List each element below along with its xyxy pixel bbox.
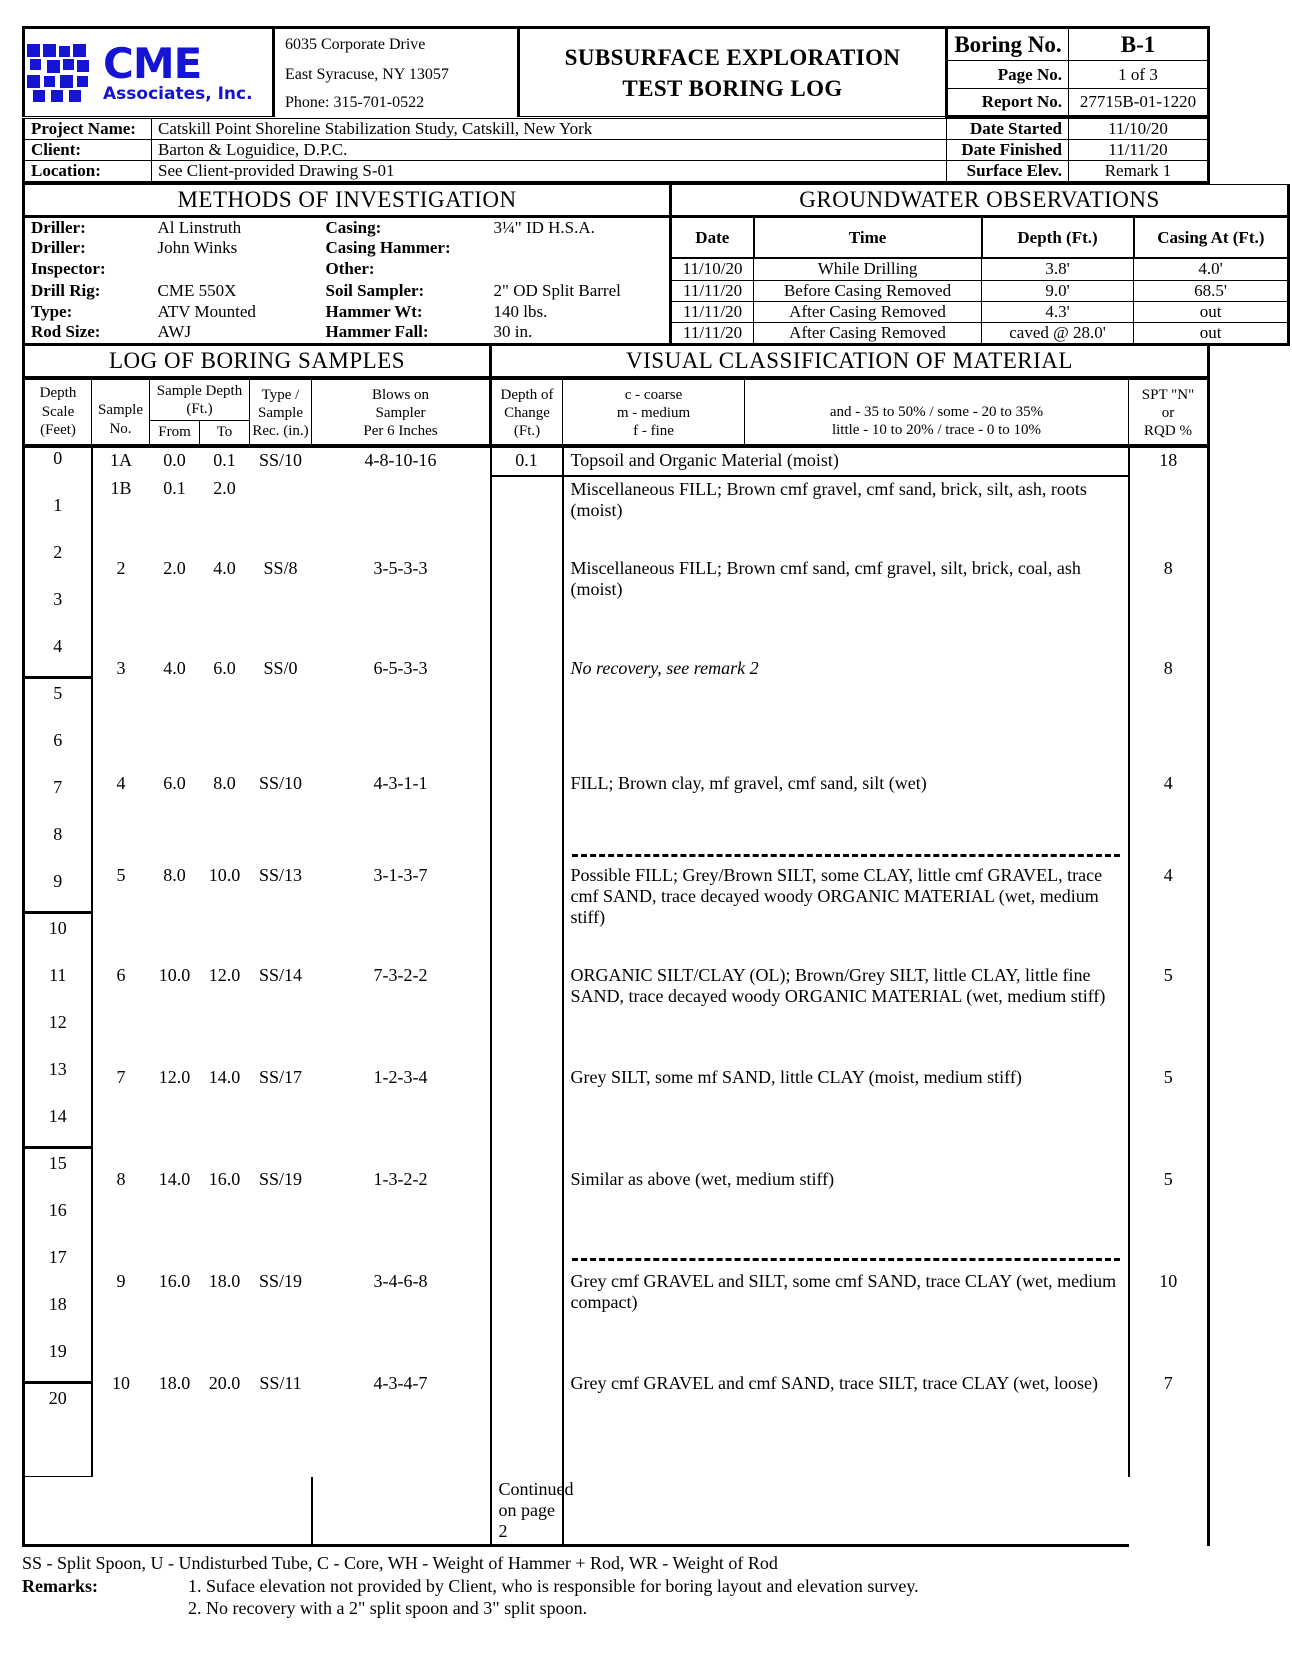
gw-row3-date: 11/11/20 <box>671 301 754 322</box>
sample-gap-5 <box>92 889 491 963</box>
header-depth-scale-l2: Scale <box>41 403 75 420</box>
description-grey-silt: Grey SILT, some mf SAND, little CLAY (moist, medium stiff) <box>563 1065 1129 1091</box>
sample-to-1B: 2.0 <box>213 477 236 498</box>
description-grey-gravel-silt: Grey cmf GRAVEL and SILT, some cmf SAND, trace CLAY (wet, medium compact) <box>563 1269 1129 1371</box>
surface-elev-value: Remark 1 <box>1069 161 1209 183</box>
continued-note: Continued on page 2 <box>491 1477 563 1546</box>
other-value <box>488 258 671 280</box>
hammer-fall-value: 30 in. <box>488 322 671 344</box>
strata-dash-1 <box>572 854 1120 857</box>
spt-blank-10 <box>1129 1397 1209 1477</box>
header-spt-n <box>1129 379 1209 444</box>
groundwater-banner: GROUNDWATER OBSERVATIONS <box>671 185 1289 217</box>
sample-type-2: SS/8 <box>263 557 298 578</box>
header-doc-l2: Change <box>504 405 550 422</box>
gw-row2-date: 11/11/20 <box>671 280 754 301</box>
sample-blows-1B <box>312 476 491 504</box>
header-sample-depth-units: (Ft.) <box>150 400 250 421</box>
doc-blank-17 <box>491 1269 563 1295</box>
sample-gap-11 <box>24 1477 312 1546</box>
header-blows-l2: Sampler <box>375 405 426 422</box>
sample-blows-1A: 4-8-10-16 <box>312 446 491 476</box>
gw-row4-date: 11/11/20 <box>671 322 754 344</box>
spt-n-1: 18 <box>1129 446 1209 504</box>
depth-tick-15 <box>25 1146 91 1149</box>
spt-n-7: 5 <box>1129 1065 1209 1091</box>
sample-type-3: SS/0 <box>263 657 298 678</box>
depth-mark-12: 12 <box>48 1011 67 1032</box>
company-logo-cell <box>24 28 274 117</box>
sample-gap-2 <box>92 582 491 656</box>
depth-mark-11: 11 <box>49 964 67 985</box>
header-depth-of-change <box>491 379 563 444</box>
description-fill-3: FILL; Brown clay, mf gravel, cmf sand, silt (wet) <box>563 771 1129 797</box>
sample-no-7: 7 <box>116 1066 126 1087</box>
document-title <box>519 28 947 117</box>
doc-blank-3 <box>491 556 563 582</box>
doc-blank-8 <box>491 797 563 863</box>
description-grey-gravel-sand: Grey cmf GRAVEL and cmf SAND, trace SILT, trace CLAY (wet, loose) <box>563 1371 1129 1397</box>
sample-no-3: 3 <box>116 657 126 678</box>
gw-header-time: Time <box>754 217 982 259</box>
doc-blank-16 <box>491 1193 563 1269</box>
header-sample-no <box>92 379 150 444</box>
sample-blows-9: 3-4-6-8 <box>312 1269 491 1295</box>
gw-row4-casing: out <box>1134 322 1289 344</box>
gw-row3-casing: out <box>1134 301 1289 322</box>
spt-n-5: 4 <box>1129 863 1209 889</box>
sample-no-1A: 1A <box>110 449 132 470</box>
header-percent-legend <box>745 379 1129 444</box>
description-fill-2: Miscellaneous FILL; Brown cmf sand, cmf gravel, silt, brick, coal, ash (moist) <box>563 556 1129 656</box>
sample-type-5: SS/13 <box>258 864 303 885</box>
company-address-line3: Phone: 315-701-0522 <box>285 93 425 111</box>
report-no-label: Report No. <box>947 89 1069 117</box>
depth-mark-14: 14 <box>48 1105 67 1126</box>
sample-to-6: 12.0 <box>208 964 241 985</box>
sample-type-1B <box>250 476 312 504</box>
header-sample-l1: Sample <box>98 402 143 419</box>
sample-to-9: 18.0 <box>208 1270 241 1291</box>
log-banner-row <box>22 346 1210 379</box>
sample-from-5: 8.0 <box>163 864 186 885</box>
strata-divider-1 <box>563 797 1129 863</box>
sample-type-7: SS/17 <box>258 1066 303 1087</box>
soil-sampler-label: Soil Sampler: <box>325 280 425 300</box>
doc-blank-11 <box>491 963 563 989</box>
hammer-wt-label: Hammer Wt: <box>325 301 423 321</box>
boring-log-page <box>22 26 1265 1619</box>
description-no-recovery: No recovery, see remark 2 <box>563 656 1129 682</box>
header-block <box>22 26 1210 118</box>
gw-row1-casing: 4.0' <box>1134 258 1289 280</box>
sample-type-10: SS/11 <box>259 1372 302 1393</box>
sample-no-2: 2 <box>116 557 126 578</box>
sample-blows-2: 3-5-3-3 <box>312 556 491 582</box>
gw-row1-date: 11/10/20 <box>671 258 754 280</box>
page-no-label: Page No. <box>947 61 1069 89</box>
sample-gap-3 <box>92 682 491 771</box>
desc-blank-2 <box>563 1091 1129 1167</box>
header-spt-l1: SPT "N" <box>1141 386 1195 403</box>
client-label: Client: <box>24 140 152 161</box>
depth-tick-10 <box>25 911 91 914</box>
spt-n-6: 5 <box>1129 963 1209 989</box>
sample-to-5: 10.0 <box>208 864 241 885</box>
date-finished-label: Date Finished <box>947 140 1069 161</box>
gw-row1-depth: 3.8' <box>982 258 1134 280</box>
driller2-value: John Winks <box>157 238 238 258</box>
date-started-label: Date Started <box>947 119 1069 140</box>
gw-row2-casing: 68.5' <box>1134 280 1289 301</box>
report-no-value: 27715B-01-1220 <box>1069 89 1209 117</box>
casing-label: Casing: <box>325 218 382 238</box>
gw-row2-time: Before Casing Removed <box>754 280 982 301</box>
company-subname: Associates, Inc. <box>103 83 253 104</box>
doc-blank-5 <box>491 656 563 682</box>
doc-blank-6 <box>491 682 563 771</box>
gw-row4-depth: caved @ 28.0' <box>982 322 1134 344</box>
header-type-sample <box>250 379 312 444</box>
depth-mark-18: 18 <box>48 1293 67 1314</box>
sample-blows-3: 6-5-3-3 <box>312 656 491 682</box>
header-sample-l2: No. <box>109 420 132 437</box>
header-spt-l2: or <box>1161 405 1175 422</box>
strata-dash-2 <box>572 1258 1120 1261</box>
sample-from-9: 16.0 <box>158 1270 191 1291</box>
gw-header-depth: Depth (Ft.) <box>982 217 1134 259</box>
casing-hammer-value <box>488 238 671 258</box>
header-depth-scale-l3: (Feet) <box>40 421 76 438</box>
sample-no-8: 8 <box>116 1168 126 1189</box>
sample-no-5: 5 <box>116 864 126 885</box>
document-title-line2: TEST BORING LOG <box>622 75 843 101</box>
depth-mark-5: 5 <box>53 682 63 703</box>
doc-blank-13 <box>491 1065 563 1091</box>
header-grain-legend <box>563 379 745 444</box>
doc-blank-12 <box>491 989 563 1065</box>
remark-1: 1. Suface elevation not provided by Client, who is responsible for boring layout and elevation survey. <box>188 1576 919 1597</box>
spt-blank-11 <box>563 1477 1129 1546</box>
description-organic-silt: ORGANIC SILT/CLAY (OL); Brown/Grey SILT, little CLAY, little fine SAND, trace decayed woody ORGANIC MATERIAL (wet, medium stiff) <box>563 963 1129 1065</box>
depth-mark-13: 13 <box>48 1058 67 1079</box>
hammer-fall-label: Hammer Fall: <box>320 322 488 344</box>
sample-no-1B: 1B <box>110 477 132 498</box>
header-doc-l3: (Ft.) <box>513 423 541 440</box>
remarks-block <box>22 1576 1207 1618</box>
depth-mark-19: 19 <box>48 1340 67 1361</box>
depth-mark-4: 4 <box>53 635 63 656</box>
spt-blank-1 <box>1129 504 1209 556</box>
sample-gap-1 <box>92 504 491 556</box>
spt-blank-9 <box>1129 1295 1209 1371</box>
doc-blank-19 <box>491 1371 563 1397</box>
remark-2: 2. No recovery with a 2" split spoon and 3" split spoon. <box>188 1597 588 1618</box>
header-depth-scale-l1: Depth <box>39 385 77 402</box>
company-name: CME <box>103 38 202 88</box>
gw-header-date: Date <box>671 217 754 259</box>
doc-blank-21 <box>312 1477 491 1546</box>
header-sample-depth-l1: Sample Depth <box>156 382 243 399</box>
header-legend-l3: f - fine <box>633 423 674 440</box>
depth-mark-9: 9 <box>53 870 63 891</box>
sample-type-1A: SS/10 <box>258 449 303 470</box>
spt-blank-8 <box>1129 1193 1209 1269</box>
sample-from-4: 6.0 <box>163 772 186 793</box>
sample-blows-10: 4-3-4-7 <box>312 1371 491 1397</box>
doc-blank-2 <box>491 504 563 556</box>
sample-from-2: 2.0 <box>163 557 186 578</box>
spt-n-3: 8 <box>1129 656 1209 682</box>
casing-value: 3¼" ID H.S.A. <box>488 217 671 239</box>
spt-blank-2 <box>1129 582 1209 656</box>
driller1-label: Driller: <box>31 218 86 238</box>
doc-blank-7 <box>491 771 563 797</box>
depth-of-change-0.1: 0.1 <box>491 446 563 476</box>
header-doc-l1: Depth of <box>500 386 554 403</box>
depth-mark-3: 3 <box>53 588 63 609</box>
soil-sampler-value: 2" OD Split Barrel <box>488 280 671 301</box>
remarks-spacer <box>22 1598 160 1619</box>
sampler-legend: SS - Split Spoon, U - Undisturbed Tube, C - Core, WH - Weight of Hammer + Rod, WR - Weight of Rod <box>22 1553 778 1574</box>
doc-blank-10 <box>491 889 563 963</box>
sample-from-8: 14.0 <box>158 1168 191 1189</box>
driller1-value: Al Linstruth <box>157 218 242 238</box>
header-depth-scale <box>24 379 92 444</box>
rod-size-label: Rod Size: <box>24 322 152 344</box>
header-blows <box>312 379 491 444</box>
header-blows-l3: Per 6 Inches <box>363 423 438 440</box>
gw-row2-depth: 9.0' <box>982 280 1134 301</box>
header-type-l1: Type / <box>261 386 300 403</box>
sample-from-6: 10.0 <box>158 964 191 985</box>
boring-no-value: B-1 <box>1069 28 1209 61</box>
sample-to-4: 8.0 <box>213 772 236 793</box>
header-from: From <box>150 421 200 444</box>
drill-rig-value: CME 550X <box>157 280 237 300</box>
header-type-l2: Sample <box>258 405 303 422</box>
header-sample-depth <box>150 379 250 400</box>
project-name-label: Project Name: <box>24 119 152 140</box>
inspector-label: Inspector: <box>31 259 106 279</box>
sample-type-8: SS/19 <box>258 1168 303 1189</box>
sample-to-10: 20.0 <box>208 1372 241 1393</box>
depth-mark-6: 6 <box>53 729 63 750</box>
spt-blank-6 <box>1129 989 1209 1065</box>
sample-blows-5: 3-1-3-7 <box>312 863 491 889</box>
sample-to-1A: 0.1 <box>213 449 236 470</box>
spt-blank-4 <box>1129 797 1209 863</box>
sample-from-7: 12.0 <box>158 1066 191 1087</box>
log-samples-banner: LOG OF BORING SAMPLES <box>24 346 491 378</box>
driller2-label: Driller: <box>31 238 86 258</box>
depth-scale-column <box>24 446 92 1477</box>
depth-tick-5 <box>25 676 91 679</box>
header-legend-l1: c - coarse <box>624 386 683 403</box>
project-name-value: Catskill Point Shoreline Stabilization Study, Catskill, New York <box>152 119 947 140</box>
surface-elev-label: Surface Elev. <box>947 161 1069 183</box>
sample-gap-6 <box>92 989 491 1065</box>
spt-n-2: 8 <box>1129 556 1209 582</box>
sample-blows-4: 4-3-1-1 <box>312 771 491 797</box>
log-column-headers <box>22 379 1210 445</box>
header-spt-l3: RQD % <box>1144 423 1192 440</box>
methods-banner: METHODS OF INVESTIGATION <box>24 185 671 217</box>
sample-no-9: 9 <box>116 1270 126 1291</box>
location-value: See Client-provided Drawing S-01 <box>152 161 947 183</box>
doc-blank-18 <box>491 1295 563 1371</box>
gw-row3-depth: 4.3' <box>982 301 1134 322</box>
depth-tick-20 <box>25 1381 91 1384</box>
sample-from-1A: 0.0 <box>163 449 186 470</box>
depth-mark-2: 2 <box>53 541 63 562</box>
description-possible-fill: Possible FILL; Grey/Brown SILT, some CLAY, little cmf GRAVEL, trace cmf SAND, trace decayed woody ORGANIC MATERIAL (wet, medium stiff) <box>563 863 1129 963</box>
description-similar-above: Similar as above (wet, medium stiff) <box>563 1167 1129 1193</box>
location-label: Location: <box>24 161 152 183</box>
gw-row1-time: While Drilling <box>754 258 982 280</box>
desc-blank-3 <box>563 1397 1129 1477</box>
inspector-value <box>152 258 320 280</box>
spt-n-10: 7 <box>1129 1371 1209 1397</box>
header-blows-l1: Blows on <box>371 386 430 403</box>
remarks-label: Remarks: <box>22 1576 98 1597</box>
gw-row3-time: After Casing Removed <box>754 301 982 322</box>
page-no-value: 1 of 3 <box>1069 61 1209 89</box>
boring-no-label: Boring No. <box>947 28 1069 61</box>
visual-classification-banner: VISUAL CLASSIFICATION OF MATERIAL <box>491 346 1209 378</box>
gw-header-casing: Casing At (Ft.) <box>1134 217 1289 259</box>
spt-n-4: 4 <box>1129 771 1209 797</box>
depth-mark-8: 8 <box>53 823 63 844</box>
strata-divider-2 <box>563 1193 1129 1269</box>
sample-gap-4 <box>92 797 491 863</box>
depth-mark-7: 7 <box>53 776 63 797</box>
description-topsoil: Topsoil and Organic Material (moist) <box>563 446 1129 476</box>
sample-blows-8: 1-3-2-2 <box>312 1167 491 1193</box>
sample-gap-10 <box>92 1397 491 1477</box>
sample-gap-8 <box>92 1193 491 1269</box>
header-legend-l2: m - medium <box>616 405 691 422</box>
sample-type-4: SS/10 <box>258 772 303 793</box>
header-type-l3: Rec. (in.) <box>252 423 309 440</box>
sample-to-2: 4.0 <box>213 557 236 578</box>
company-address-line2: East Syracuse, NY 13057 <box>285 65 449 83</box>
methods-groundwater-block <box>22 184 1290 345</box>
sample-to-8: 16.0 <box>208 1168 241 1189</box>
depth-mark-0: 0 <box>53 447 63 468</box>
sample-no-6: 6 <box>116 964 126 985</box>
header-to: To <box>200 421 250 444</box>
casing-hammer-label: Casing Hammer: <box>325 238 451 258</box>
spt-n-8: 5 <box>1129 1167 1209 1193</box>
sample-from-3: 4.0 <box>163 657 186 678</box>
sample-from-10: 18.0 <box>158 1372 191 1393</box>
sample-no-10: 10 <box>112 1372 130 1393</box>
sample-type-6: SS/14 <box>258 964 303 985</box>
date-finished-value: 11/11/20 <box>1069 140 1209 161</box>
depth-mark-1: 1 <box>53 494 63 515</box>
header-pct-l1: and - 35 to 50% / some - 20 to 35% <box>829 403 1044 420</box>
doc-blank-4 <box>491 582 563 656</box>
sample-no-4: 4 <box>116 772 126 793</box>
sample-blows-7: 1-2-3-4 <box>312 1065 491 1091</box>
doc-blank-1 <box>491 476 563 504</box>
sample-from-1B: 0.1 <box>163 477 186 498</box>
spt-blank-7 <box>1129 1091 1209 1167</box>
company-address-line1: 6035 Corporate Drive <box>285 35 426 53</box>
sample-gap-7 <box>92 1091 491 1167</box>
cme-blocks-icon <box>25 42 97 104</box>
document-title-line1: SUBSURFACE EXPLORATION <box>564 44 901 70</box>
spt-blank-5 <box>1129 889 1209 963</box>
spt-blank-3 <box>1129 682 1209 771</box>
depth-mark-15: 15 <box>48 1152 67 1173</box>
rod-size-value: AWJ <box>152 322 320 344</box>
depth-mark-17: 17 <box>48 1246 67 1267</box>
depth-mark-20: 20 <box>48 1387 67 1408</box>
hammer-wt-value: 140 lbs. <box>488 301 671 322</box>
date-started-value: 11/10/20 <box>1069 119 1209 140</box>
drill-rig-label: Drill Rig: <box>31 280 101 300</box>
description-fill-1: Miscellaneous FILL; Brown cmf gravel, cmf sand, brick, silt, ash, roots (moist) <box>563 476 1129 556</box>
desc-blank-1 <box>563 682 1129 771</box>
spt-n-9: 10 <box>1129 1269 1209 1295</box>
doc-blank-9 <box>491 863 563 889</box>
doc-blank-14 <box>491 1091 563 1167</box>
doc-blank-15 <box>491 1167 563 1193</box>
client-value: Barton & Loguidice, D.P.C. <box>152 140 947 161</box>
type-value: ATV Mounted <box>157 301 256 321</box>
sample-to-7: 14.0 <box>208 1066 241 1087</box>
header-pct-l2: little - 10 to 20% / trace - 0 to 10% <box>831 422 1042 439</box>
other-label: Other: <box>325 259 375 279</box>
sample-type-9: SS/19 <box>258 1270 303 1291</box>
project-info-block <box>22 118 1210 184</box>
type-label: Type: <box>31 301 73 321</box>
doc-blank-20 <box>491 1397 563 1477</box>
depth-mark-10: 10 <box>48 917 67 938</box>
sample-blows-6: 7-3-2-2 <box>312 963 491 989</box>
depth-mark-16: 16 <box>48 1199 67 1220</box>
sample-to-3: 6.0 <box>213 657 236 678</box>
sample-gap-9 <box>92 1295 491 1371</box>
log-body-table <box>22 445 1210 1548</box>
gw-row4-time: After Casing Removed <box>754 322 982 344</box>
